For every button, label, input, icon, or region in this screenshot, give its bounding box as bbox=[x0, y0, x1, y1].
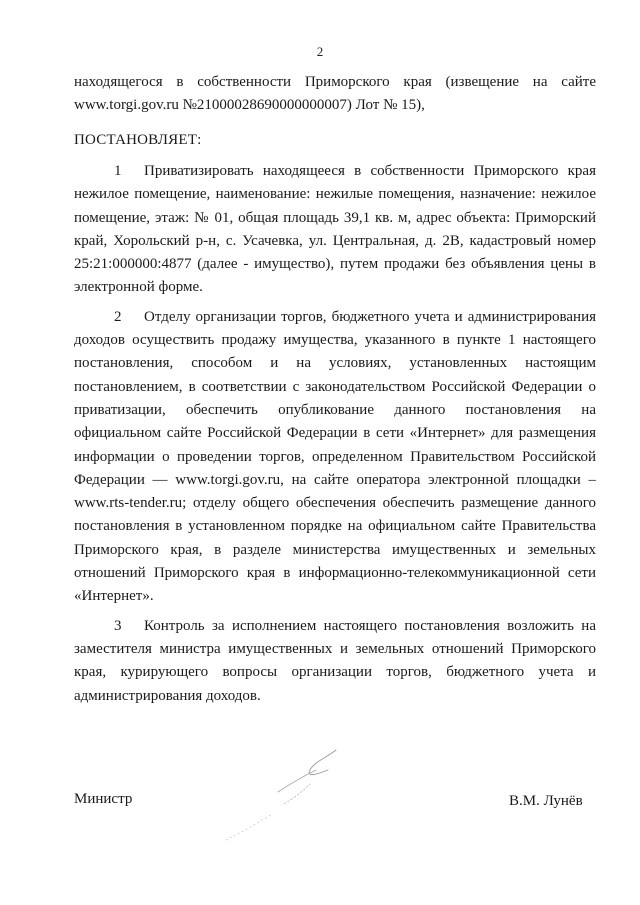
item-number: 1 bbox=[114, 163, 122, 179]
resolution-items bbox=[74, 160, 596, 714]
item-text: Приватизировать находящееся в собственности Приморского края нежилое помещение, наименование: нежилые помещения, назначение: нежилое помещение, этаж: № 01, общая площадь 39,1 кв. м, адрес объекта: Приморский край, Хорольский р-н, с. Усачевка, ул. Центральная, д. 2В, кадастровый номер 25:21:000000:4877 (далее - имущество), путем продажи без объявления цены в электронной форме. bbox=[74, 163, 596, 296]
intro-paragraph: находящегося в собственности Приморского края (извещение на сайте www.torgi.gov.ru №21000028690000000007) Лот № 15), bbox=[74, 74, 596, 114]
resolution-item bbox=[74, 160, 596, 300]
resolution-item bbox=[74, 306, 596, 609]
signatory-position: Министр bbox=[74, 791, 133, 807]
item-number: 3 bbox=[114, 617, 122, 634]
handwritten-signature bbox=[218, 740, 358, 850]
item-number: 2 bbox=[114, 308, 122, 325]
resolution-item bbox=[74, 615, 596, 708]
item-text: Контроль за исполнением настоящего постановления возложить на заместителя министра имущественных и земельных отношений Приморского края, курирующего вопросы организации торгов, бюджетного учета и администрирования доходов. bbox=[74, 617, 596, 704]
signatory-name: В.М. Лунёв bbox=[509, 793, 583, 809]
page-number: 2 bbox=[316, 44, 324, 59]
resolution-heading: ПОСТАНОВЛЯЕТ: bbox=[74, 132, 202, 148]
item-text: Отделу организации торгов, бюджетного учета и администрирования доходов осуществить продажу имущества, указанного в пункте 1 настоящего постановления, способом и на условиях, установленных настоящим постановлением, в соответствии с законодательством Российской Федерации о приватизации, обеспечить опубликование данного постановления на официальном сайте Российской Федерации в сети «Интернет» для размещения информации о проведении торгов, определенном Правительством Российской Федерации — www.torgi.gov.ru, на сайте оператора электронной площадки – www.rts-tender.ru; отделу общего обеспечения обеспечить размещение данного постановления в установленном порядке на официальном сайте Правительства Приморского края, в разделе министерства имущественных и земельных отношений Приморского края в информационно-телекоммуникационной сети «Интернет». bbox=[74, 308, 596, 605]
